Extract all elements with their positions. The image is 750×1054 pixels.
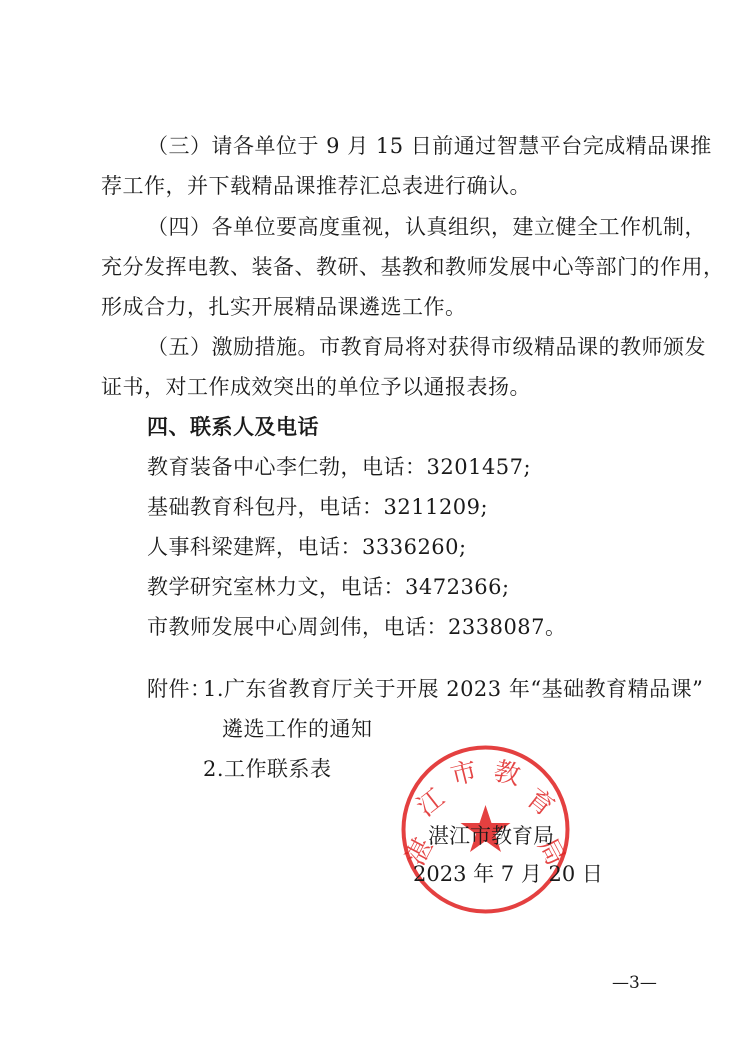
seal-char-6: 局 (531, 833, 571, 871)
attachment-item-1-line-2: 遴选工作的通知 (222, 717, 373, 741)
attachments-label: 附件： (147, 677, 212, 701)
paragraph-4-line-2: 充分发挥电教、装备、教研、基教和教师发展中心等部门的作用， (101, 255, 725, 279)
contacts-heading: 四、联系人及电话 (147, 415, 319, 439)
paragraph-3-line-2: 荐工作，并下载精品课推荐汇总表进行确认。 (101, 174, 531, 198)
seal-char-5: 育 (520, 783, 560, 823)
attachment-item-1-line-1: 1.广东省教育厅关于开展 2023 年“基础教育精品课” (203, 677, 704, 701)
signature-date: 2023 年 7 月 20 日 (413, 862, 603, 886)
paragraph-3-line-1: （三）请各单位于 9 月 15 日前通过智慧平台完成精品课推 (147, 134, 712, 158)
contact-item-3: 人事科梁建辉，电话：3336260; (147, 535, 467, 559)
attachment-item-2: 2.工作联系表 (203, 757, 332, 781)
paragraph-5-line-1: （五）激励措施。市教育局将对获得市级精品课的教师颁发 (147, 335, 706, 359)
paragraph-4-line-3: 形成合力，扎实开展精品课遴选工作。 (101, 295, 467, 319)
seal-char-3: 市 (447, 756, 481, 792)
paragraph-4-line-1: （四）各单位要高度重视，认真组织，建立健全工作机制， (147, 215, 706, 239)
contact-item-2: 基础教育科包丹，电话：3211209; (147, 495, 489, 519)
page-number: —3— (612, 973, 657, 993)
seal-char-1: 湛 (400, 833, 440, 871)
contact-item-1: 教育装备中心李仁勃，电话：3201457; (147, 455, 532, 479)
seal-char-4: 教 (490, 756, 524, 792)
seal-char-2: 江 (411, 783, 451, 823)
signature-org: 湛江市教育局 (428, 824, 554, 848)
paragraph-5-line-2: 证书，对工作成效突出的单位予以通报表扬。 (101, 375, 531, 399)
contact-item-4: 教学研究室林力文，电话：3472366; (147, 575, 510, 599)
contact-item-5: 市教师发展中心周剑伟，电话：2338087。 (147, 615, 567, 639)
